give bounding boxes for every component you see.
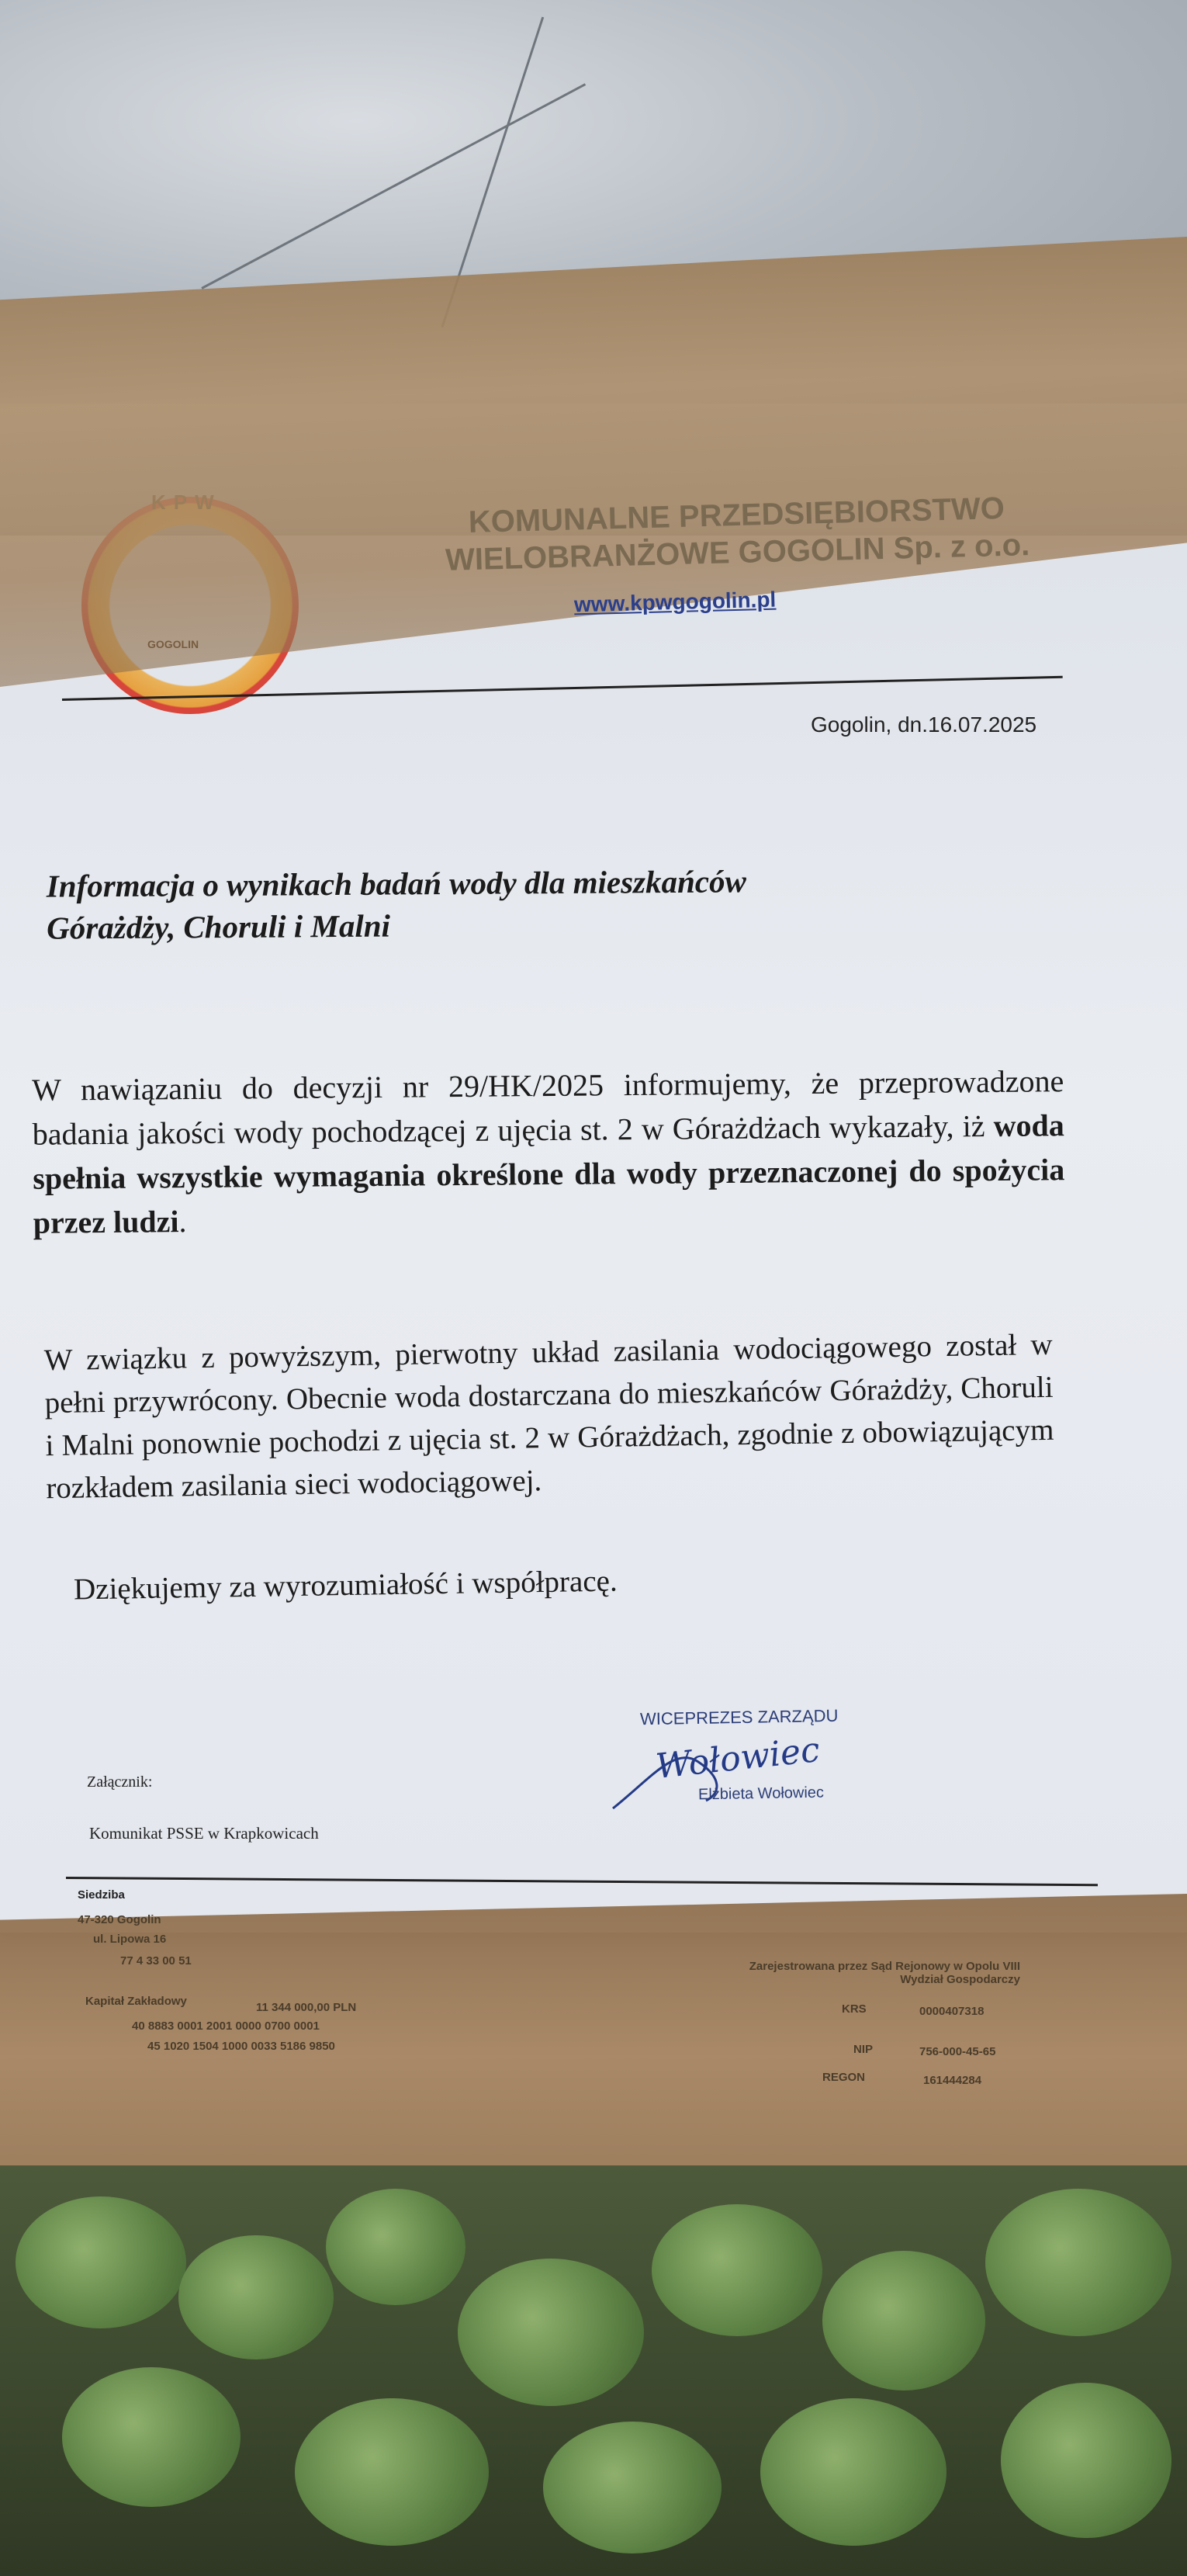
plants-foreground	[0, 2165, 1187, 2576]
paragraph-results-end: .	[178, 1204, 187, 1239]
footer-nip-value: 756-000-45-65	[919, 2045, 996, 2058]
footer-account-2: 45 1020 1504 1000 0033 5186 9850	[147, 2040, 335, 2053]
footer-nip-label: NIP	[853, 2043, 874, 2056]
footer-address-1: 47-320 Gogolin	[78, 1913, 161, 1926]
footer-krs-label: KRS	[842, 2002, 867, 2016]
footer-phone: 77 4 33 00 51	[120, 1954, 192, 1968]
company-name-line1: KOMUNALNE PRZEDSIĘBIORSTWO	[468, 491, 1005, 540]
footer-capital-label: Kapitał Zakładowy	[85, 1995, 187, 2008]
signature-name: Elżbieta Wołowiec	[697, 1784, 825, 1804]
signature-role: WICEPREZES ZARZĄDU	[639, 1705, 839, 1729]
thanks-line: Dziękujemy za wyrozumiałość i współpracę.	[73, 1564, 618, 1607]
leaf	[1001, 2383, 1171, 2538]
footer-regon-label: REGON	[822, 2071, 866, 2084]
leaf	[760, 2398, 946, 2546]
document-title	[47, 858, 1079, 948]
footer-registry: Zarejestrowana przez Sąd Rejonowy w Opolu VIII Wydział Gospodarczy	[749, 1960, 1020, 1986]
leaf	[62, 2367, 241, 2507]
paragraph-results	[32, 1059, 1065, 1245]
attachment-item: Komunikat PSSE w Krapkowicach	[89, 1824, 319, 1843]
footer-account-1: 40 8883 0001 2001 0000 0700 0001	[132, 2020, 320, 2033]
title-line-2: Górażdży, Choruli i Malni	[47, 907, 391, 946]
leaf	[16, 2196, 186, 2328]
document-date: Gogolin, dn.16.07.2025	[811, 712, 1037, 737]
footer-seat-label: Siedziba	[78, 1888, 125, 1902]
paragraph-supply: W związku z powyższym, pierwotny układ zasilania wodociągowego został w pełni przywrócony. Obecnie woda dostarczana do mieszkańców Górażdży, Choruli i Malni ponownie pochodzi z ujęcia st. 2 w Górażdżach, zgodnie z obowiązującym rozkładem zasilania sieci wodociągowej.	[43, 1327, 1054, 1506]
footer-regon-value: 161444284	[923, 2074, 982, 2087]
footer-krs-value: 0000407318	[919, 2005, 985, 2018]
leaf	[985, 2189, 1171, 2336]
footer-capital-value: 11 344 000,00 PLN	[256, 2001, 357, 2014]
paragraph-results-bold: woda spełnia wszystkie wymagania określone dla wody przeznaczonej do spożycia przez ludzi	[33, 1108, 1065, 1240]
leaf	[178, 2235, 334, 2359]
leaf	[543, 2422, 722, 2553]
company-name-line2: WIELOBRANŻOWE GOGOLIN Sp. z o.o.	[445, 528, 1030, 577]
signature-handwriting: Wołowiec	[653, 1730, 822, 1787]
leaf	[822, 2251, 985, 2391]
leaf	[326, 2189, 465, 2305]
leaf	[458, 2259, 644, 2406]
title-line-1: Informacja o wynikach badań wody dla mieszkańców	[46, 863, 747, 904]
company-website: www.kpwgogolin.pl	[573, 587, 777, 617]
leaf	[652, 2204, 822, 2336]
paragraph-results-text: W nawiązaniu do decyzji nr 29/HK/2025 informujemy, że przeprowadzone badania jakości wody pochodzącej z ujęcia st. 2 w Górażdżach wykazały, iż	[32, 1063, 1064, 1152]
footer-address-2: ul. Lipowa 16	[93, 1933, 167, 1946]
attachment-label: Załącznik:	[87, 1773, 153, 1791]
leaf	[295, 2398, 489, 2546]
